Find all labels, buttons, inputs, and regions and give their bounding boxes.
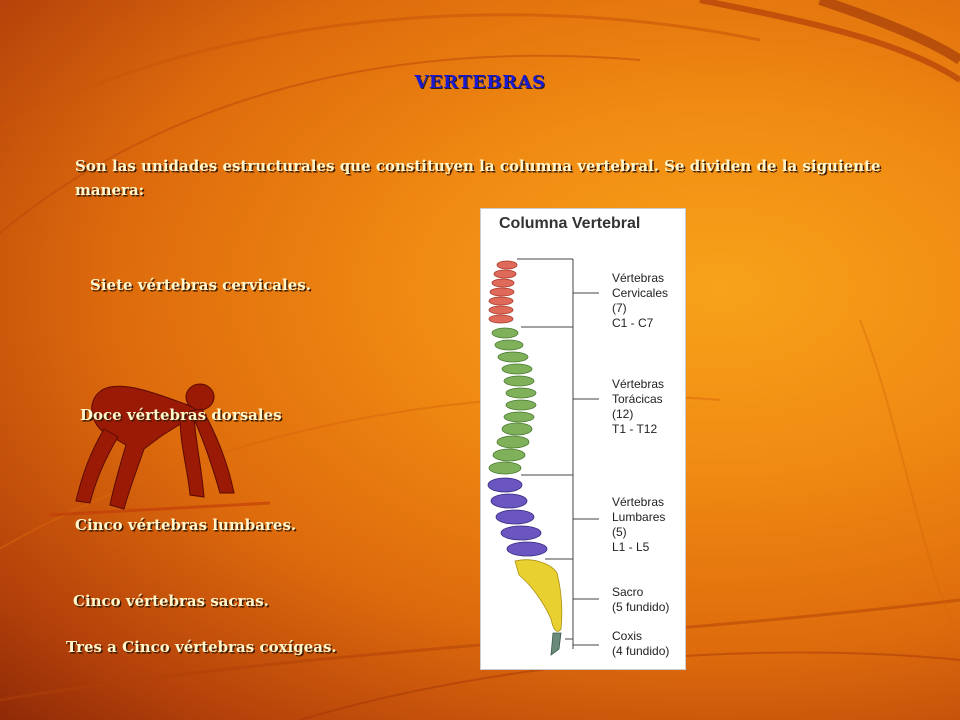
label-toracicas: Vértebras Torácicas (12) T1 - T12	[612, 377, 665, 436]
slide-title: VERTEBRAS	[414, 72, 546, 93]
label-sacro: Sacro (5 fundido)	[612, 585, 670, 614]
list-item-cervicales: Siete vértebras cervicales.	[90, 276, 311, 294]
cervical-vertebrae	[489, 261, 517, 323]
sprinter-silhouette-icon	[30, 375, 290, 535]
list-item-lumbares: Cinco vértebras lumbares.	[75, 516, 297, 534]
list-item-sacras: Cinco vértebras sacras.	[73, 592, 269, 610]
list-item-dorsales: Doce vértebras dorsales	[80, 406, 282, 424]
label-coxis: Coxis (4 fundido)	[612, 629, 670, 658]
spine-figure	[480, 208, 686, 670]
coccyx	[551, 633, 561, 655]
list-item-coxigeas: Tres a Cinco vértebras coxígeas.	[66, 638, 337, 656]
sacrum	[515, 560, 562, 632]
label-cervicales: Vértebras Cervicales (7) C1 - C7	[612, 271, 669, 330]
thoracic-vertebrae	[489, 328, 536, 474]
intro-text: Son las unidades estructurales que constituyen la columna vertebral. Se dividen de la siguiente manera:	[75, 157, 881, 199]
label-lumbares: Vértebras Lumbares (5) L1 - L5	[612, 495, 666, 554]
lumbar-vertebrae	[488, 478, 547, 556]
figure-title: Columna Vertebral	[499, 215, 641, 232]
